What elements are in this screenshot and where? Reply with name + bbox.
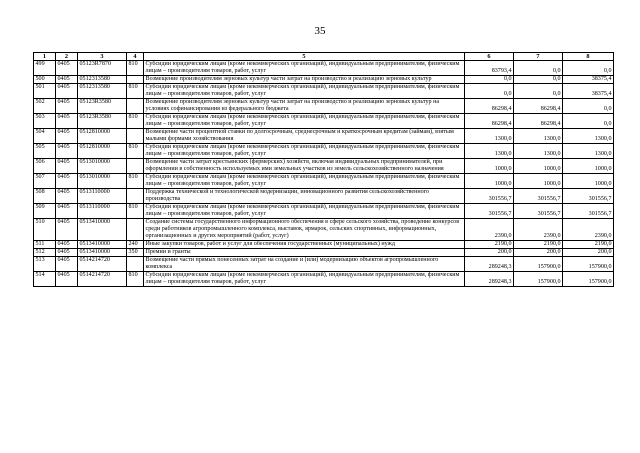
amount-year-2-cell: 0,0 xyxy=(514,61,563,76)
section-code-cell: 0405 xyxy=(56,219,78,241)
target-article-cell: 0512810000 xyxy=(78,129,127,144)
expense-type-cell xyxy=(127,219,144,241)
amount-year-3-cell: 0,0 xyxy=(563,99,614,114)
amount-year-1-cell: 301556,7 xyxy=(465,204,514,219)
column-header: 7 xyxy=(514,53,563,61)
amount-year-2-cell: 86298,4 xyxy=(514,114,563,129)
amount-year-1-cell: 83793,4 xyxy=(465,61,514,76)
expense-type-cell: 240 xyxy=(127,241,144,249)
amount-year-2-cell: 1300,0 xyxy=(514,144,563,159)
table-row xyxy=(34,114,614,129)
table-row xyxy=(34,174,614,189)
section-code-cell: 0405 xyxy=(56,61,78,76)
table-row xyxy=(34,84,614,99)
description-cell: Субсидии юридическим лицам (кроме некоммерческих организаций), индивидуальным предпринимателям, физическим лицам – производителям товаров, работ, услуг xyxy=(144,272,465,287)
amount-year-3-cell: 1000,0 xyxy=(563,159,614,174)
row-number-cell: 510 xyxy=(34,219,56,241)
amount-year-2-cell: 301556,7 xyxy=(514,204,563,219)
expense-type-cell xyxy=(127,257,144,272)
target-article-cell: 0513110000 xyxy=(78,204,127,219)
target-article-cell: 0513410000 xyxy=(78,219,127,241)
section-code-cell: 0405 xyxy=(56,204,78,219)
amount-year-3-cell: 2190,0 xyxy=(563,241,614,249)
target-article-cell: 0513010000 xyxy=(78,159,127,174)
section-code-cell: 0405 xyxy=(56,129,78,144)
expense-type-cell xyxy=(127,76,144,84)
amount-year-3-cell: 200,0 xyxy=(563,249,614,257)
section-code-cell: 0405 xyxy=(56,249,78,257)
amount-year-2-cell: 2390,0 xyxy=(514,219,563,241)
amount-year-1-cell: 86298,4 xyxy=(465,114,514,129)
amount-year-3-cell: 2390,0 xyxy=(563,219,614,241)
expense-type-cell: 810 xyxy=(127,144,144,159)
expense-type-cell xyxy=(127,159,144,174)
description-cell: Субсидии юридическим лицам (кроме некоммерческих организаций), индивидуальным предпринимателям, физическим лицам – производителям товаров, работ, услуг xyxy=(144,61,465,76)
description-cell: Иные закупки товаров, работ и услуг для обеспечения государственных (муниципальных) нужд xyxy=(144,241,465,249)
table-header-row xyxy=(34,53,614,61)
amount-year-2-cell: 200,0 xyxy=(514,249,563,257)
amount-year-2-cell: 0,0 xyxy=(514,84,563,99)
amount-year-3-cell: 38375,4 xyxy=(563,84,614,99)
row-number-cell: 503 xyxy=(34,114,56,129)
amount-year-2-cell: 86298,4 xyxy=(514,99,563,114)
section-code-cell: 0405 xyxy=(56,257,78,272)
amount-year-3-cell: 301556,7 xyxy=(563,189,614,204)
description-cell: Возмещение части прямых понесенных затрат на создание и (или) модернизацию объектов агропромышленного комплекса xyxy=(144,257,465,272)
amount-year-1-cell: 289248,3 xyxy=(465,257,514,272)
amount-year-3-cell: 1300,0 xyxy=(563,144,614,159)
amount-year-2-cell: 1300,0 xyxy=(514,129,563,144)
description-cell: Поддержка технической и технологической модернизации, инновационного развития сельскохозяйственного производства xyxy=(144,189,465,204)
description-cell: Премии и гранты xyxy=(144,249,465,257)
table-row xyxy=(34,61,614,76)
amount-year-3-cell: 157900,0 xyxy=(563,257,614,272)
row-number-cell: 509 xyxy=(34,204,56,219)
table-row xyxy=(34,241,614,249)
amount-year-3-cell: 1000,0 xyxy=(563,174,614,189)
table-row xyxy=(34,219,614,241)
amount-year-1-cell: 1300,0 xyxy=(465,144,514,159)
row-number-cell: 501 xyxy=(34,84,56,99)
amount-year-2-cell: 157900,0 xyxy=(514,272,563,287)
amount-year-1-cell: 289248,3 xyxy=(465,272,514,287)
description-cell: Субсидии юридическим лицам (кроме некоммерческих организаций), индивидуальным предпринимателям, физическим лицам – производителям товаров, работ, услуг xyxy=(144,144,465,159)
table-row xyxy=(34,204,614,219)
amount-year-2-cell: 1000,0 xyxy=(514,159,563,174)
row-number-cell: 506 xyxy=(34,159,56,174)
row-number-cell: 502 xyxy=(34,99,56,114)
section-code-cell: 0405 xyxy=(56,144,78,159)
amount-year-1-cell: 1300,0 xyxy=(465,129,514,144)
section-code-cell: 0405 xyxy=(56,114,78,129)
section-code-cell: 0405 xyxy=(56,84,78,99)
expense-type-cell xyxy=(127,189,144,204)
column-header: 3 xyxy=(78,53,127,61)
section-code-cell: 0405 xyxy=(56,174,78,189)
description-cell: Создание системы государственного информационного обеспечения в сфере сельского хозяйства, проведение конкурсов среди работников агропромышленного комплекса, выставок, ярмарок, сельских спортивных, информационных, организационных и других мероприятий (работ, услуг) xyxy=(144,219,465,241)
section-code-cell: 0405 xyxy=(56,76,78,84)
description-cell: Возмещение производителям зерновых культур части затрат на производство и реализацию зерновых культур на условиях софинансирования из федерального бюджета xyxy=(144,99,465,114)
expense-type-cell: 810 xyxy=(127,114,144,129)
column-header: 8 xyxy=(563,53,614,61)
amount-year-2-cell: 0,0 xyxy=(514,76,563,84)
target-article-cell: 05123R7870 xyxy=(78,61,127,76)
amount-year-1-cell: 1000,0 xyxy=(465,159,514,174)
target-article-cell: 0512810000 xyxy=(78,144,127,159)
description-cell: Субсидии юридическим лицам (кроме некоммерческих организаций), индивидуальным предпринимателям, физическим лицам – производителям товаров, работ, услуг xyxy=(144,114,465,129)
amount-year-2-cell: 2190,0 xyxy=(514,241,563,249)
target-article-cell: 0513410000 xyxy=(78,249,127,257)
description-cell: Возмещение производителям зерновых культур части затрат на производство и реализацию зерновых культур xyxy=(144,76,465,84)
table-row xyxy=(34,189,614,204)
amount-year-1-cell: 86298,4 xyxy=(465,99,514,114)
target-article-cell: 0514214720 xyxy=(78,257,127,272)
expense-type-cell xyxy=(127,129,144,144)
table-body xyxy=(34,61,614,287)
column-header: 5 xyxy=(144,53,465,61)
expense-type-cell: 810 xyxy=(127,61,144,76)
expense-type-cell: 810 xyxy=(127,204,144,219)
table-row xyxy=(34,76,614,84)
row-number-cell: 504 xyxy=(34,129,56,144)
row-number-cell: 514 xyxy=(34,272,56,287)
table-row xyxy=(34,257,614,272)
amount-year-1-cell: 0,0 xyxy=(465,84,514,99)
target-article-cell: 05123R3580 xyxy=(78,114,127,129)
target-article-cell: 0512313580 xyxy=(78,76,127,84)
table-row xyxy=(34,249,614,257)
amount-year-2-cell: 1000,0 xyxy=(514,174,563,189)
amount-year-3-cell: 0,0 xyxy=(563,114,614,129)
target-article-cell: 0513110000 xyxy=(78,189,127,204)
amount-year-1-cell: 200,0 xyxy=(465,249,514,257)
column-header: 4 xyxy=(127,53,144,61)
expense-type-cell: 810 xyxy=(127,84,144,99)
table-row xyxy=(34,144,614,159)
section-code-cell: 0405 xyxy=(56,159,78,174)
budget-table xyxy=(33,52,614,287)
expense-type-cell: 810 xyxy=(127,272,144,287)
target-article-cell: 0514214720 xyxy=(78,272,127,287)
amount-year-3-cell: 157900,0 xyxy=(563,272,614,287)
section-code-cell: 0405 xyxy=(56,189,78,204)
amount-year-3-cell: 1300,0 xyxy=(563,129,614,144)
row-number-cell: 500 xyxy=(34,76,56,84)
row-number-cell: 513 xyxy=(34,257,56,272)
target-article-cell: 05123R3580 xyxy=(78,99,127,114)
row-number-cell: 512 xyxy=(34,249,56,257)
amount-year-3-cell: 301556,7 xyxy=(563,204,614,219)
row-number-cell: 499 xyxy=(34,61,56,76)
table-row xyxy=(34,159,614,174)
description-cell: Возмещение части процентной ставки по долгосрочным, среднесрочным и краткосрочным кредитам (займам), взятым малыми формами хозяйствования xyxy=(144,129,465,144)
amount-year-2-cell: 157900,0 xyxy=(514,257,563,272)
row-number-cell: 505 xyxy=(34,144,56,159)
section-code-cell: 0405 xyxy=(56,241,78,249)
table-row xyxy=(34,99,614,114)
amount-year-1-cell: 2190,0 xyxy=(465,241,514,249)
description-cell: Субсидии юридическим лицам (кроме некоммерческих организаций), индивидуальным предпринимателям, физическим лицам – производителям товаров, работ, услуг xyxy=(144,204,465,219)
target-article-cell: 0512313580 xyxy=(78,84,127,99)
table-row xyxy=(34,129,614,144)
amount-year-1-cell: 0,0 xyxy=(465,76,514,84)
expense-type-cell: 810 xyxy=(127,174,144,189)
page-number: 35 xyxy=(314,25,326,37)
expense-type-cell xyxy=(127,99,144,114)
description-cell: Субсидии юридическим лицам (кроме некоммерческих организаций), индивидуальным предпринимателям, физическим лицам – производителям товаров, работ, услуг xyxy=(144,174,465,189)
amount-year-1-cell: 1000,0 xyxy=(465,174,514,189)
row-number-cell: 508 xyxy=(34,189,56,204)
table-row xyxy=(34,272,614,287)
target-article-cell: 0513410000 xyxy=(78,241,127,249)
description-cell: Субсидии юридическим лицам (кроме некоммерческих организаций), индивидуальным предпринимателям, физическим лицам – производителям товаров, работ, услуг xyxy=(144,84,465,99)
target-article-cell: 0513010000 xyxy=(78,174,127,189)
column-header: 1 xyxy=(34,53,56,61)
description-cell: Возмещение части затрат крестьянских (фермерских) хозяйств, включая индивидуальных предпринимателей, при оформлении в собственность используемых ими земельных участков из земель сельскохозяйственного назначения xyxy=(144,159,465,174)
section-code-cell: 0405 xyxy=(56,272,78,287)
amount-year-2-cell: 301556,7 xyxy=(514,189,563,204)
row-number-cell: 507 xyxy=(34,174,56,189)
column-header: 6 xyxy=(465,53,514,61)
section-code-cell: 0405 xyxy=(56,99,78,114)
column-header: 2 xyxy=(56,53,78,61)
expense-type-cell: 350 xyxy=(127,249,144,257)
row-number-cell: 511 xyxy=(34,241,56,249)
amount-year-3-cell: 38375,4 xyxy=(563,76,614,84)
amount-year-1-cell: 301556,7 xyxy=(465,189,514,204)
amount-year-3-cell: 0,0 xyxy=(563,61,614,76)
amount-year-1-cell: 2390,0 xyxy=(465,219,514,241)
